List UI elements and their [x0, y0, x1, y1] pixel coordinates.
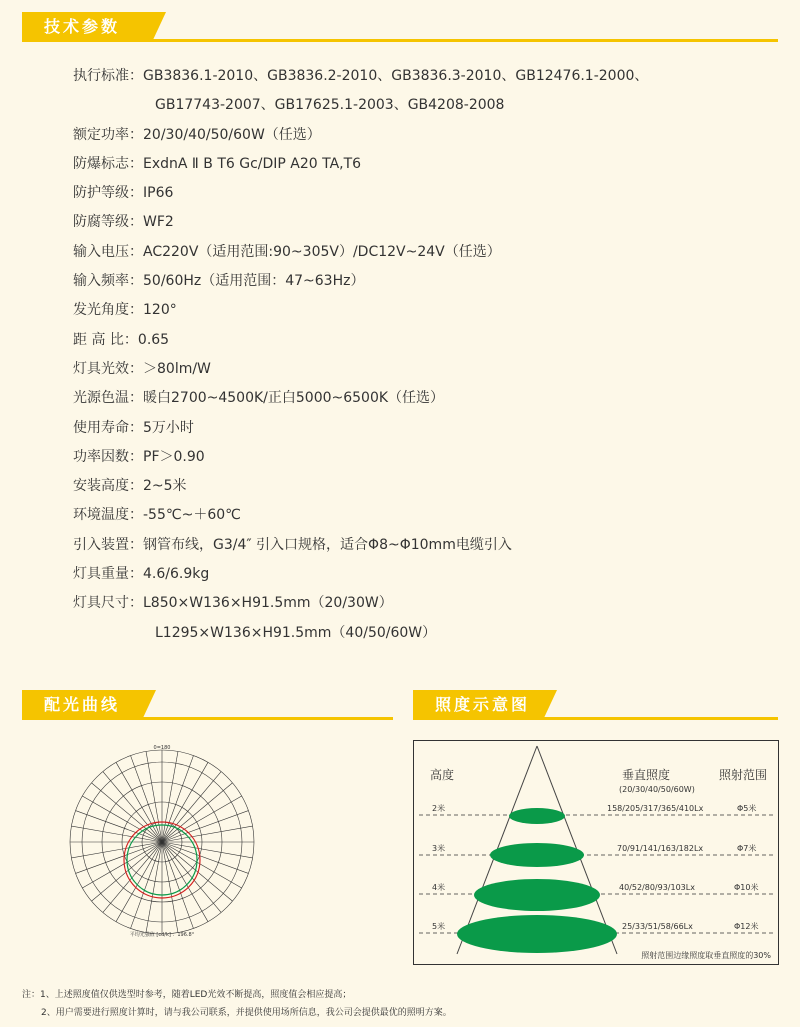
col-vert-sub: (20/30/40/50/60W): [619, 785, 695, 794]
beam-2m: [509, 808, 565, 824]
spec-label: 使用寿命：: [73, 419, 143, 436]
spec-row: [73, 208, 648, 237]
footnotes: [22, 986, 452, 1022]
row-range: Φ10米: [734, 883, 759, 892]
tech-params-header: [22, 12, 778, 42]
spec-row: [73, 238, 648, 267]
illum-title: 照度示意图: [413, 690, 543, 720]
spec-row: [73, 619, 648, 648]
col-height: 高度: [430, 768, 455, 782]
spec-label: 防腐等级：: [73, 214, 143, 231]
row-height: 2米: [432, 804, 446, 813]
spec-list: [73, 62, 648, 648]
spec-value: -55℃~＋60℃: [143, 507, 241, 524]
spec-row: [73, 296, 648, 325]
spec-value: 20/30/40/50/60W（任选）: [143, 126, 321, 143]
polar-bottom-label: 平均光强值 [cd/k] ：196.8°: [129, 932, 195, 938]
spec-value: 5万小时: [143, 419, 194, 436]
spec-value: 0.65: [137, 331, 170, 348]
spec-label: 功率因数：: [73, 448, 143, 465]
illuminance-diagram: [413, 740, 779, 965]
illum-footer: 照射范围边缘照度取垂直照度的30%: [641, 951, 771, 960]
spec-value: L850×W136×H91.5mm（20/30W）: [143, 595, 393, 612]
spec-value: PF＞0.90: [143, 448, 205, 465]
spec-value: IP66: [143, 185, 174, 202]
spec-label: 光源色温：: [73, 390, 143, 407]
spec-row: [73, 267, 648, 296]
spec-row: [73, 326, 648, 355]
spec-label: 距 高 比：: [73, 331, 138, 348]
spec-label: 发光角度：: [73, 302, 143, 319]
light-curve-header: [22, 690, 393, 720]
polar-light-distribution: [62, 742, 262, 942]
spec-row: [73, 472, 648, 501]
spec-value: L1295×W136×H91.5mm（40/50/60W）: [155, 624, 437, 641]
note-1: 注：1、上述照度值仅供选型时参考，随着LED光效不断提高，照度值会相应提高；: [22, 990, 352, 1000]
spec-value: 50/60Hz（适用范围：47~63Hz）: [143, 273, 365, 290]
spec-label: 安装高度：: [73, 478, 143, 495]
spec-label: 防护等级：: [73, 185, 143, 202]
illum-header: [413, 690, 778, 720]
spec-row: [73, 121, 648, 150]
header-rule: [413, 717, 778, 720]
row-lux: 70/91/141/163/182Lx: [617, 844, 704, 853]
spec-label: 输入电压：: [73, 243, 143, 260]
spec-label: 引入装置：: [73, 536, 143, 553]
spec-row: [73, 589, 648, 618]
spec-label: 灯具尺寸：: [73, 595, 143, 612]
header-rule: [22, 717, 393, 720]
spec-value: GB17743-2007、GB17625.1-2003、GB4208-2008: [155, 97, 505, 114]
spec-value: 钢管布线，G3/4″ 引入口规格，适合Φ8~Φ10mm电缆引入: [143, 536, 512, 553]
spec-row: [73, 62, 648, 91]
tech-params-title: 技术参数: [22, 12, 152, 42]
row-range: Φ12米: [734, 922, 759, 931]
spec-value: 120°: [143, 302, 177, 319]
beam-5m: [457, 915, 617, 953]
row-height: 5米: [432, 922, 446, 931]
polar-top-label: 0=180: [153, 745, 171, 751]
spec-value: ＞80lm/W: [143, 360, 211, 377]
spec-value: WF2: [143, 214, 174, 231]
spec-row: [73, 384, 648, 413]
spec-row: [73, 531, 648, 560]
row-range: Φ5米: [737, 804, 757, 813]
light-curve-title: 配光曲线: [22, 690, 142, 720]
row-lux: 25/33/51/58/66Lx: [622, 922, 693, 931]
spec-row: [73, 560, 648, 589]
header-rule: [22, 39, 778, 42]
spec-value: 暖白2700~4500K/正白5000~6500K（任选）: [143, 390, 445, 407]
spec-row: [73, 150, 648, 179]
col-vert: 垂直照度: [622, 768, 671, 782]
spec-value: ExdnA Ⅱ B T6 Gc/DIP A20 TA,T6: [143, 155, 362, 172]
spec-label: 防爆标志：: [73, 155, 143, 172]
spec-label: 输入频率：: [73, 273, 143, 290]
spec-value: 4.6/6.9kg: [143, 566, 210, 583]
spec-row: [73, 355, 648, 384]
row-lux: 158/205/317/365/410Lx: [607, 804, 704, 813]
spec-label: 灯具重量：: [73, 566, 143, 583]
spec-row: [73, 443, 648, 472]
beam-3m: [490, 843, 584, 867]
spec-label: 环境温度：: [73, 507, 143, 524]
spec-row: [73, 501, 648, 530]
spec-label: 灯具光效：: [73, 360, 143, 377]
col-range: 照射范围: [719, 768, 768, 782]
spec-value: 2~5米: [143, 478, 187, 495]
row-height: 3米: [432, 844, 446, 853]
beam-4m: [474, 879, 600, 911]
spec-value: GB3836.1-2010、GB3836.2-2010、GB3836.3-2010、GB12476.1-2000、: [143, 68, 649, 84]
spec-row: [73, 91, 648, 120]
note-2: 2、用户需要进行照度计算时，请与我公司联系，并提供使用场所信息，我公司会提供最优的照明方案。: [41, 1008, 452, 1018]
row-lux: 40/52/80/93/103Lx: [619, 883, 695, 892]
row-range: Φ7米: [737, 844, 757, 853]
spec-label: 执行标准：: [73, 68, 143, 84]
spec-row: [73, 179, 648, 208]
spec-label: 额定功率：: [73, 126, 143, 143]
row-height: 4米: [432, 883, 446, 892]
spec-value: AC220V（适用范围:90~305V）/DC12V~24V（任选）: [143, 243, 501, 260]
spec-row: [73, 414, 648, 443]
